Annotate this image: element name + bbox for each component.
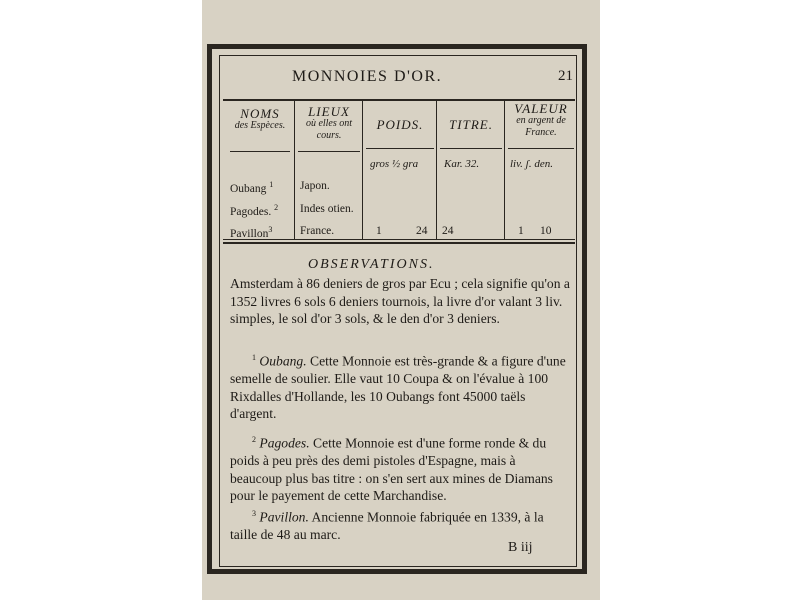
table-bottom-rule: [223, 239, 575, 240]
unit-valeur: liv. ʃ. den.: [510, 158, 553, 170]
col-divider-3: [436, 101, 437, 239]
table-row-pavillon-lieu: France.: [300, 225, 335, 237]
column-header-titre: TITRE.: [449, 117, 493, 132]
header-underline-lieux: [298, 151, 360, 152]
table-row-pavillon-name: Pavillon$^3$: [230, 225, 273, 240]
unit-poids: gros ½ gra: [370, 158, 419, 170]
table-row-pavillon-gros: 1: [376, 225, 382, 237]
column-header-lieux: LIEUX où elles ont cours.: [305, 104, 353, 141]
table-bottom-rule-2: [223, 242, 575, 244]
table-row-pavillon-liv: 1: [518, 225, 524, 237]
table-row-pagodes-name: Pagodes. $^2$: [230, 203, 279, 218]
table-row-pavillon-sols: 10: [540, 225, 552, 237]
header-underline-poids: [366, 148, 434, 149]
observations-intro: Amsterdam à 86 deniers de gros par Ecu ; cela signifie qu'on a 1352 livres 6 sols 6 deniers tournois, la livre d'or valant 3 liv. simples, le sol d'or 3 sols, & le den d'or 3 deniers.: [230, 276, 570, 326]
note-1: $^1$ Oubang. Cette Monnoie est très-grande & a figure d'une semelle de soulier. Elle vaut 10 Coupa & on l'évalue à 100 Rixdalles d'Hollande, les 10 Oubangs font 45000 taëls d'argent.: [230, 353, 566, 422]
column-header-valeur: VALEUR en argent de France.: [514, 101, 568, 138]
page-title: MONNOIES D'OR.: [292, 68, 443, 85]
column-header-noms: NOMS des Espèces.: [234, 106, 286, 131]
header-underline-valeur: [508, 148, 574, 149]
note-3: $^3$ Pavillon. Ancienne Monnoie fabriquée en 1339, à la taille de 48 au marc.: [230, 509, 544, 543]
header-underline-noms: [230, 151, 290, 152]
column-header-poids: POIDS.: [376, 117, 424, 132]
unit-titre: Kar. 32.: [444, 158, 480, 170]
note-2: $^2$ Pagodes. Cette Monnoie est d'une forme ronde & du poids à peu près des demi pistoles d'Espagne, mais à beaucoup plus bas titre : on s'en sert aux mines de Diamans pour le payement de cette Marchandise.: [230, 435, 553, 504]
table-row-pagodes-lieu: Indes otien.: [300, 203, 354, 215]
table-row-pavillon-titre: 24: [442, 225, 454, 237]
signature-mark: B iij: [508, 540, 533, 555]
col-divider-1: [294, 101, 295, 239]
page-number: 21: [558, 68, 573, 84]
table-row-pavillon-gra: 24: [416, 225, 428, 237]
observations-title: OBSERVATIONS.: [308, 257, 435, 272]
table-row-oubang-lieu: Japon.: [300, 180, 330, 192]
col-divider-2: [362, 101, 363, 239]
table-row-oubang-name: Oubang $^1$: [230, 180, 274, 195]
col-divider-4: [504, 101, 505, 239]
header-underline-titre: [440, 148, 502, 149]
